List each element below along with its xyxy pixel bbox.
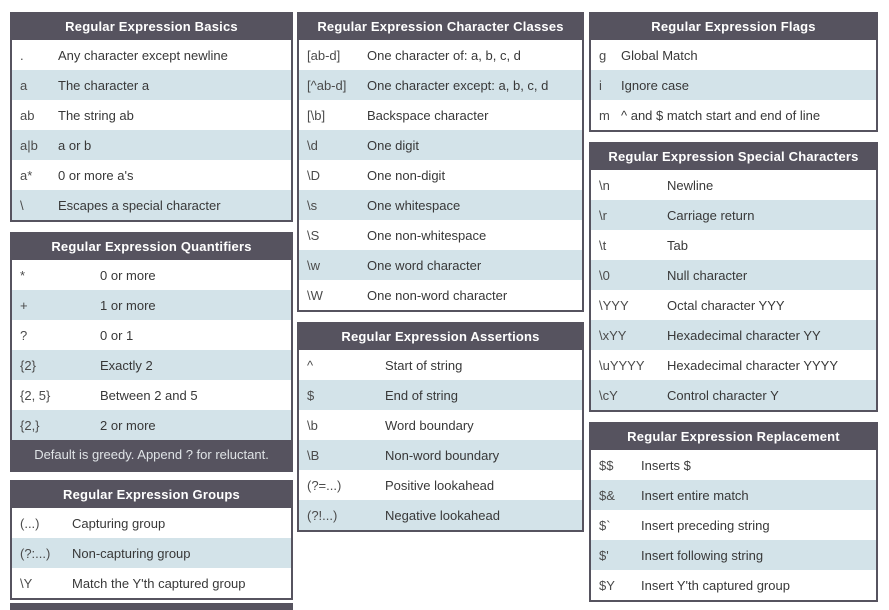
pattern-description: Non-word boundary xyxy=(385,447,500,463)
pattern-symbol: \r xyxy=(599,207,607,223)
table-row xyxy=(12,70,291,100)
pattern-symbol: $$ xyxy=(599,457,614,473)
pattern-description: Match the Y'th captured group xyxy=(72,575,246,591)
table-row xyxy=(299,440,582,470)
pattern-description: One digit xyxy=(367,137,420,153)
table-row xyxy=(299,70,582,100)
pattern-symbol: \uYYYY xyxy=(599,357,645,373)
pattern-description: Tab xyxy=(667,237,688,253)
table-row xyxy=(591,350,876,380)
pattern-description: Non-capturing group xyxy=(72,545,191,561)
table-row xyxy=(12,350,291,380)
pattern-symbol: a* xyxy=(20,167,33,183)
pattern-description: Escapes a special character xyxy=(58,197,221,213)
pattern-symbol: $' xyxy=(599,547,609,563)
table-row xyxy=(12,320,291,350)
table-row xyxy=(299,220,582,250)
table-row xyxy=(299,350,582,380)
column-left xyxy=(10,12,293,610)
pattern-description: One non-word character xyxy=(367,287,508,303)
table-row xyxy=(12,568,291,598)
pattern-description: Exactly 2 xyxy=(100,357,153,373)
table-row xyxy=(591,480,876,510)
pattern-symbol: g xyxy=(599,47,607,63)
table-row xyxy=(591,320,876,350)
regex-basics-table xyxy=(10,12,293,222)
pattern-description: Insert preceding string xyxy=(641,517,770,533)
pattern-symbol: \xYY xyxy=(599,327,627,343)
pattern-description: Inserts $ xyxy=(641,457,691,473)
table-row xyxy=(12,260,291,290)
pattern-description: The string ab xyxy=(58,107,134,123)
table-row xyxy=(591,230,876,260)
table-row xyxy=(12,40,291,70)
pattern-description: Octal character YYY xyxy=(667,297,785,313)
pattern-symbol: \t xyxy=(599,237,607,253)
pattern-symbol: ab xyxy=(20,107,35,123)
pattern-symbol: $Y xyxy=(599,577,615,593)
table-row xyxy=(591,380,876,410)
pattern-symbol: * xyxy=(20,267,26,283)
pattern-symbol: \n xyxy=(599,177,610,193)
table-row xyxy=(12,190,291,220)
pattern-symbol: $` xyxy=(599,517,611,533)
pattern-description: One character of: a, b, c, d xyxy=(367,47,521,63)
regex-groups-title: Regular Expression Groups xyxy=(12,482,291,508)
pattern-description: 0 or 1 xyxy=(100,327,134,343)
regex-replacement-table xyxy=(589,422,878,602)
pattern-symbol: \Y xyxy=(20,575,33,591)
pattern-description: a or b xyxy=(58,137,92,153)
pattern-description: Start of string xyxy=(385,357,463,373)
table-row xyxy=(12,130,291,160)
pattern-description: ^ and $ match start and end of line xyxy=(621,107,821,123)
table-row xyxy=(591,450,876,480)
pattern-description: One whitespace xyxy=(367,197,461,213)
table-row xyxy=(591,40,876,70)
pattern-description: One non-whitespace xyxy=(367,227,487,243)
pattern-description: Hexadecimal character YYYY xyxy=(667,357,839,373)
pattern-symbol: ? xyxy=(20,327,28,343)
pattern-description: The character a xyxy=(58,77,150,93)
regex-basics-title: Regular Expression Basics xyxy=(12,14,291,40)
pattern-description: Between 2 and 5 xyxy=(100,387,198,403)
pattern-description: Negative lookahead xyxy=(385,507,500,523)
pattern-description: One character except: a, b, c, d xyxy=(367,77,549,93)
pattern-description: One word character xyxy=(367,257,482,273)
pattern-description: Ignore case xyxy=(621,77,689,93)
table-row xyxy=(591,70,876,100)
table-row xyxy=(12,290,291,320)
pattern-symbol: a|b xyxy=(20,137,38,153)
table-row xyxy=(299,100,582,130)
pattern-symbol: m xyxy=(599,107,610,123)
pattern-description: Backspace character xyxy=(367,107,489,123)
table-row xyxy=(591,290,876,320)
regex-special-characters-table xyxy=(589,142,878,412)
table-row xyxy=(299,160,582,190)
pattern-symbol: \d xyxy=(307,137,318,153)
column-middle xyxy=(297,12,584,542)
regex-assertions-title: Regular Expression Assertions xyxy=(299,324,582,350)
pattern-symbol: i xyxy=(599,77,602,93)
table-row xyxy=(591,260,876,290)
regex-replacement-title: Regular Expression Replacement xyxy=(591,424,876,450)
pattern-symbol: (?=...) xyxy=(307,477,342,493)
regex-flags-title: Regular Expression Flags xyxy=(591,14,876,40)
pattern-symbol: {2,} xyxy=(20,417,40,433)
pattern-symbol: $& xyxy=(599,487,615,503)
table-row xyxy=(12,100,291,130)
pattern-symbol: {2} xyxy=(20,357,36,373)
table-row xyxy=(12,508,291,538)
pattern-symbol: \D xyxy=(307,167,320,183)
regex-flags-table xyxy=(589,12,878,132)
table-row xyxy=(12,538,291,568)
table-row xyxy=(591,200,876,230)
table-row xyxy=(299,190,582,220)
table-row xyxy=(12,160,291,190)
table-row xyxy=(299,280,582,310)
pattern-description: Word boundary xyxy=(385,417,474,433)
pattern-symbol: \0 xyxy=(599,267,610,283)
table-row xyxy=(12,410,291,440)
table-row xyxy=(299,470,582,500)
pattern-symbol: \S xyxy=(307,227,320,243)
column-right xyxy=(589,12,878,610)
regex-assertions-table xyxy=(297,322,584,532)
truncated-table-header xyxy=(10,603,293,610)
pattern-symbol: \w xyxy=(307,257,320,273)
table-row xyxy=(12,380,291,410)
pattern-symbol: \s xyxy=(307,197,318,213)
pattern-description: 1 or more xyxy=(100,297,156,313)
pattern-description: Carriage return xyxy=(667,207,755,223)
pattern-symbol: (?!...) xyxy=(307,507,338,523)
table-row xyxy=(299,130,582,160)
pattern-description: Insert Y'th captured group xyxy=(641,577,790,593)
pattern-description: Positive lookahead xyxy=(385,477,495,493)
pattern-symbol: [ab-d] xyxy=(307,47,341,63)
pattern-symbol: \ xyxy=(20,197,24,213)
pattern-description: 2 or more xyxy=(100,417,156,433)
table-row xyxy=(591,510,876,540)
pattern-description: Null character xyxy=(667,267,748,283)
pattern-symbol: . xyxy=(20,47,24,63)
regex-quantifiers-title: Regular Expression Quantifiers xyxy=(12,234,291,260)
pattern-description: One non-digit xyxy=(367,167,446,183)
pattern-symbol: \YYY xyxy=(599,297,629,313)
pattern-symbol: (...) xyxy=(20,515,40,531)
pattern-description: Insert entire match xyxy=(641,487,749,503)
regex-groups-table xyxy=(10,480,293,600)
table-row xyxy=(591,570,876,600)
regex-special-characters-title: Regular Expression Special Characters xyxy=(591,144,876,170)
regex-quantifiers-note: Default is greedy. Append ? for reluctant. xyxy=(12,440,291,470)
table-row xyxy=(299,500,582,530)
table-row xyxy=(299,380,582,410)
table-row xyxy=(299,40,582,70)
pattern-symbol: a xyxy=(20,77,28,93)
table-row xyxy=(299,250,582,280)
pattern-description: 0 or more a's xyxy=(58,167,134,183)
pattern-description: Global Match xyxy=(621,47,698,63)
table-row xyxy=(591,100,876,130)
pattern-symbol: {2, 5} xyxy=(20,387,51,403)
pattern-symbol: [\b] xyxy=(307,107,326,123)
pattern-symbol: [^ab-d] xyxy=(307,77,347,93)
pattern-symbol: $ xyxy=(307,387,315,403)
table-row xyxy=(591,540,876,570)
table-row xyxy=(591,170,876,200)
pattern-description: End of string xyxy=(385,387,458,403)
pattern-description: Control character Y xyxy=(667,387,779,403)
pattern-description: Capturing group xyxy=(72,515,166,531)
pattern-description: Newline xyxy=(667,177,714,193)
pattern-description: Insert following string xyxy=(641,547,764,563)
pattern-symbol: \W xyxy=(307,287,323,303)
pattern-symbol: \cY xyxy=(599,387,618,403)
regex-character-classes-title: Regular Expression Character Classes xyxy=(299,14,582,40)
pattern-description: Hexadecimal character YY xyxy=(667,327,821,343)
pattern-symbol: \B xyxy=(307,447,320,463)
pattern-symbol: \b xyxy=(307,417,318,433)
table-row xyxy=(299,410,582,440)
pattern-symbol: (?:...) xyxy=(20,545,51,561)
pattern-description: Any character except newline xyxy=(58,47,228,63)
pattern-description: 0 or more xyxy=(100,267,156,283)
pattern-symbol: ^ xyxy=(307,357,314,373)
regex-character-classes-table xyxy=(297,12,584,312)
pattern-symbol: + xyxy=(20,297,28,313)
regex-quantifiers-table xyxy=(10,232,293,472)
